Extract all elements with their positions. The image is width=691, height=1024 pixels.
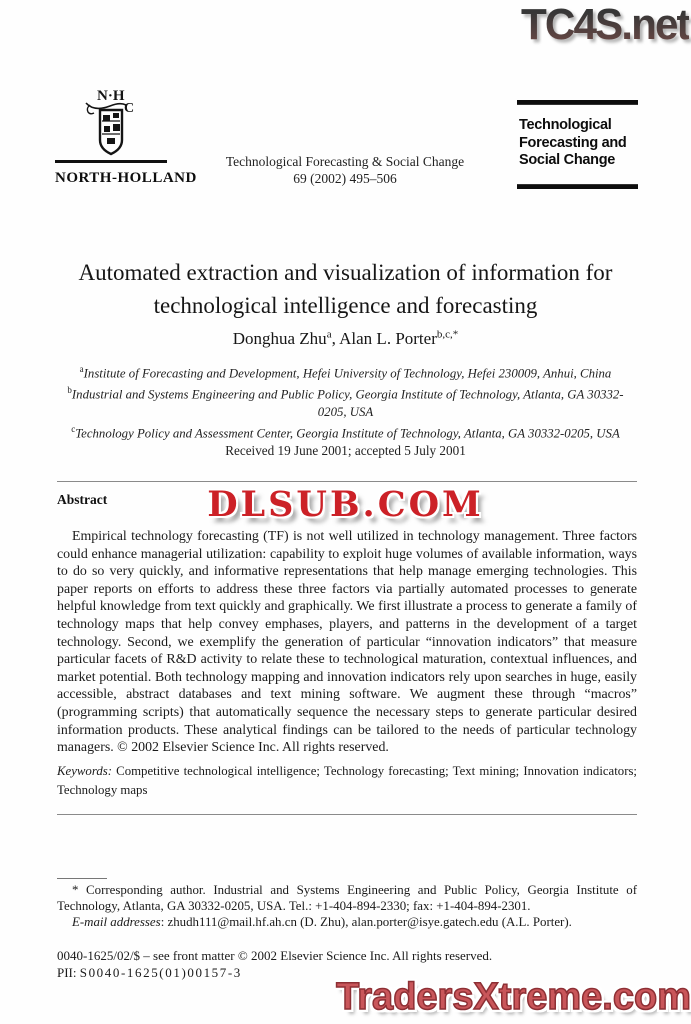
affiliation: $^a$Institute of Forecasting and Development, Hefei University of Technology, Hefei 230009, Anhui, China: [79, 364, 612, 381]
north-holland-crest-icon: [80, 86, 142, 158]
email-label: E-mail addresses: [72, 914, 161, 929]
corresponding-author-note: * Corresponding author. Industrial and Systems Engineering and Public Policy, Georgia Institute of Technology, Atlanta, GA 30332-0205, USA. Tel.: +1-404-894-2330; fax: +1-404-894-2301.: [57, 883, 637, 913]
affiliation: $^c$Technology Policy and Assessment Center, Georgia Institute of Technology, Atlanta, GA 30332-0205, USA: [71, 423, 620, 440]
journal-box-line: Forecasting and: [519, 134, 627, 151]
keywords-bottom-rule: [57, 814, 637, 815]
svg-text:N·H: N·H: [97, 88, 125, 104]
article-title-line: technological intelligence and forecasting: [153, 293, 538, 318]
keywords-block: [57, 762, 637, 800]
affiliations: [65, 361, 626, 442]
journal-box-top-rule: [517, 100, 638, 105]
keywords-text: Competitive technological intelligence; Technology forecasting; Text mining; Innovation indicators; Technology maps: [57, 764, 637, 797]
abstract-heading: Abstract: [57, 492, 108, 507]
affiliation: $^b$Industrial and Systems Engineering and Public Policy, Georgia Institute of Technology, Atlanta, GA 30332-0205, USA: [67, 385, 624, 419]
journal-box-title: [517, 107, 638, 182]
pii-line: PII: S0040-1625(01)00157-3: [57, 964, 242, 980]
dlsub-watermark: DLSUB.COM: [207, 484, 484, 525]
footnote-rule: [57, 878, 107, 879]
tc4s-watermark: TC4S.net: [521, 0, 689, 49]
journal-box-bottom-rule: [517, 184, 638, 189]
author-affil-marker: a: [326, 328, 332, 341]
article-title-line: Automated extraction and visualization of information for: [78, 260, 613, 285]
author-affil-marker: b,c,*: [436, 328, 459, 341]
received-dates: Received 19 June 2001; accepted 5 July 2001: [225, 443, 466, 458]
abstract-top-rule: [57, 481, 637, 482]
pii-value: S0040-1625(01)00157-3: [79, 964, 242, 980]
author: Donghua Zhu$^a$: [232, 328, 332, 348]
publisher-name: NORTH-HOLLAND: [55, 170, 197, 186]
keywords-label: Keywords:: [57, 764, 112, 778]
authors-line: [40, 329, 651, 349]
email-addresses-line: [57, 915, 637, 931]
svg-text:C: C: [124, 101, 135, 116]
journal-box-line: Technological: [519, 117, 612, 133]
footnote-block: [57, 883, 637, 930]
journal-citation: [180, 153, 510, 187]
publisher-block: [55, 86, 197, 187]
journal-box-line: Social Change: [519, 152, 616, 168]
email-text: : zhudh111@mail.hf.ah.cn (D. Zhu), alan.porter@isye.gatech.edu (A.L. Porter).: [160, 914, 572, 929]
journal-title-box: [517, 100, 638, 189]
author: , Alan L. Porter$^{b,c,*}$: [331, 328, 459, 348]
copyright-line: 0040-1625/02/$ – see front matter © 2002 Elsevier Science Inc. All rights reserved.: [57, 948, 493, 963]
abstract-text: Empirical technology forecasting (TF) is not well utilized in technology management. Three factors could enhance managerial utilization: capability to exploit huge volumes of available information, ways to do so very quickly, and informative representations that help manage emerging technologies. This paper reports on efforts to address these three factors via partially automated processes to generate helpful knowledge from text quickly and graphically. We first illustrate a process to generate a family of technology maps that help convey emphases, players, and patterns in the development of a target technology. Second, we exemplify the generation of particular “innovation indicators” that measure particular facets of R&D activity to relate these to technological maturation, contextual influences, and market potential. Both technology mapping and innovation indicators rely upon searches in huge, easily accessible, abstract databases and text mining software. We augment these through “macros” (programming scripts) that automatically sequence the necessary steps to generate particular desired information products. These analytical findings can be tailored to the needs of particular technology managers. © 2002 Elsevier Science Inc. All rights reserved.: [57, 529, 637, 756]
journal-citation-title: Technological Forecasting & Social Change: [225, 154, 465, 169]
publisher-rule: [55, 160, 167, 163]
tradersxtreme-watermark: TradersXtreme.com: [336, 976, 691, 1018]
journal-citation-volume: 69 (2002) 495–506: [293, 171, 397, 186]
article-title: [40, 256, 651, 322]
